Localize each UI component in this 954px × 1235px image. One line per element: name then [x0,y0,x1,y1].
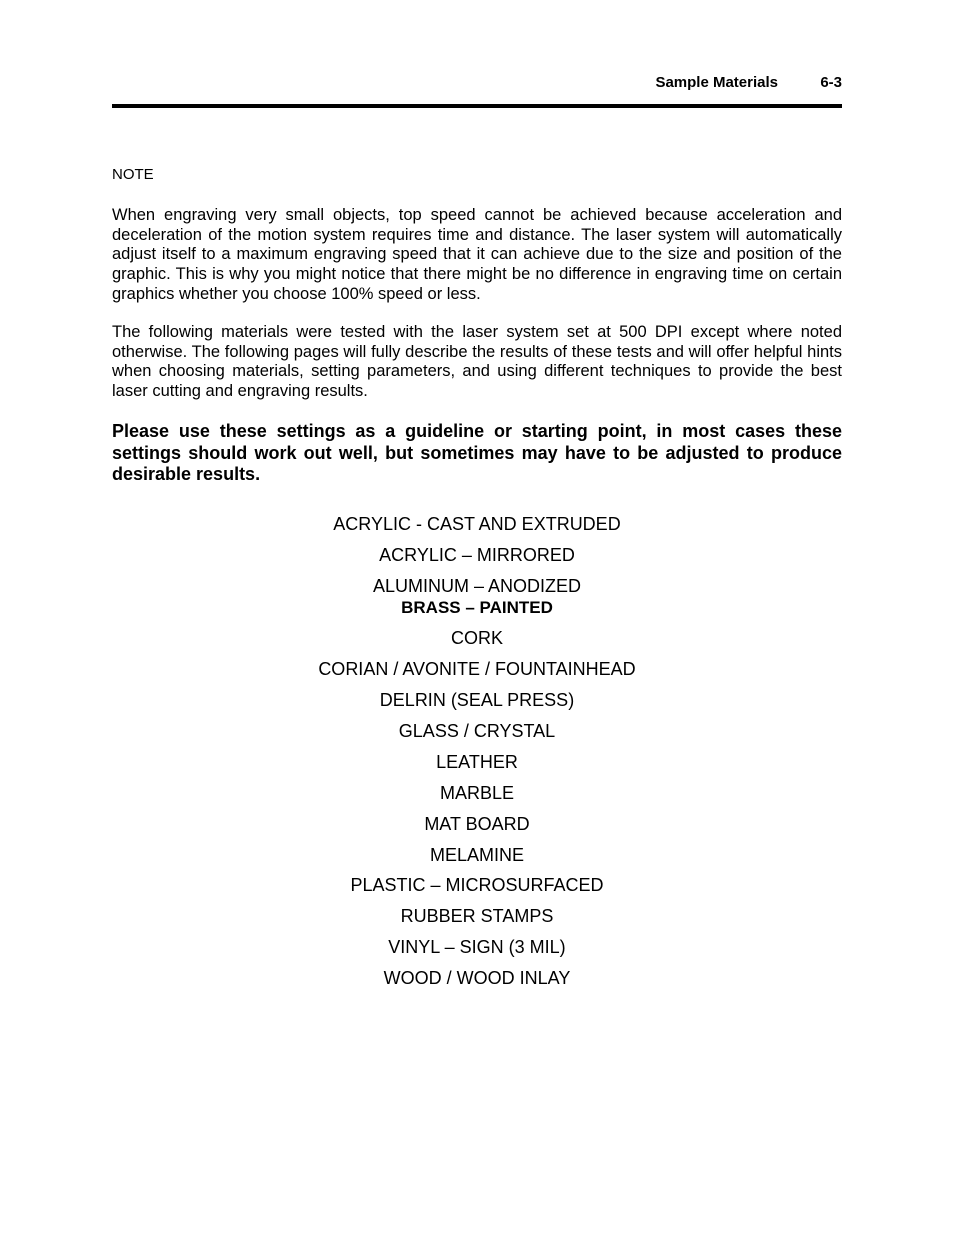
material-item: GLASS / CRYSTAL [398,721,556,741]
material-item: WOOD / WOOD INLAY [383,968,571,988]
material-item: ACRYLIC – MIRRORED [379,545,575,565]
material-item: CORK [450,628,503,648]
materials-list [112,0,842,1000]
intro-paragraph: The following materials were tested with the laser system set at 500 DPI except where noted otherwise. The following pages will fully describe the results of these tests and will offer helpful hints when choosing materials, setting parameters, and using different techniques to provide the best laser cutting and engraving results. [112,323,842,401]
material-item: CORIAN / AVONITE / FOUNTAINHEAD [318,659,636,679]
material-item: MAT BOARD [424,814,530,834]
material-item: ACRYLIC - CAST AND EXTRUDED [333,514,621,534]
material-item: RUBBER STAMPS [400,906,554,926]
material-item: PLASTIC – MICROSURFACED [350,875,604,895]
material-item: MELAMINE [429,845,525,865]
material-item: VINYL – SIGN (3 MIL) [388,937,566,957]
material-item: ALUMINUM – ANODIZED [372,576,582,596]
material-item: BRASS – PAINTED [401,598,553,617]
page-number: 6-3 [820,74,842,91]
material-item: MARBLE [439,783,515,803]
material-item: LEATHER [436,752,518,772]
material-item: DELRIN (SEAL PRESS) [379,690,575,710]
guideline-paragraph: Please use these settings as a guideline or starting point, in most cases these settings should work out well, but sometimes may have to be adjusted to produce desirable results. [112,421,842,484]
section-title: Sample Materials [655,74,778,91]
note-paragraph: When engraving very small objects, top speed cannot be achieved because acceleration and deceleration of the motion system requires time and distance. The laser system will automatically adjust itself to a maximum engraving speed that it can achieve due to the size and position of the graphic. This is why you might notice that there might be no difference in engraving time on certain graphics whether you choose 100% speed or less. [112,206,842,303]
note-label: NOTE [112,166,154,183]
